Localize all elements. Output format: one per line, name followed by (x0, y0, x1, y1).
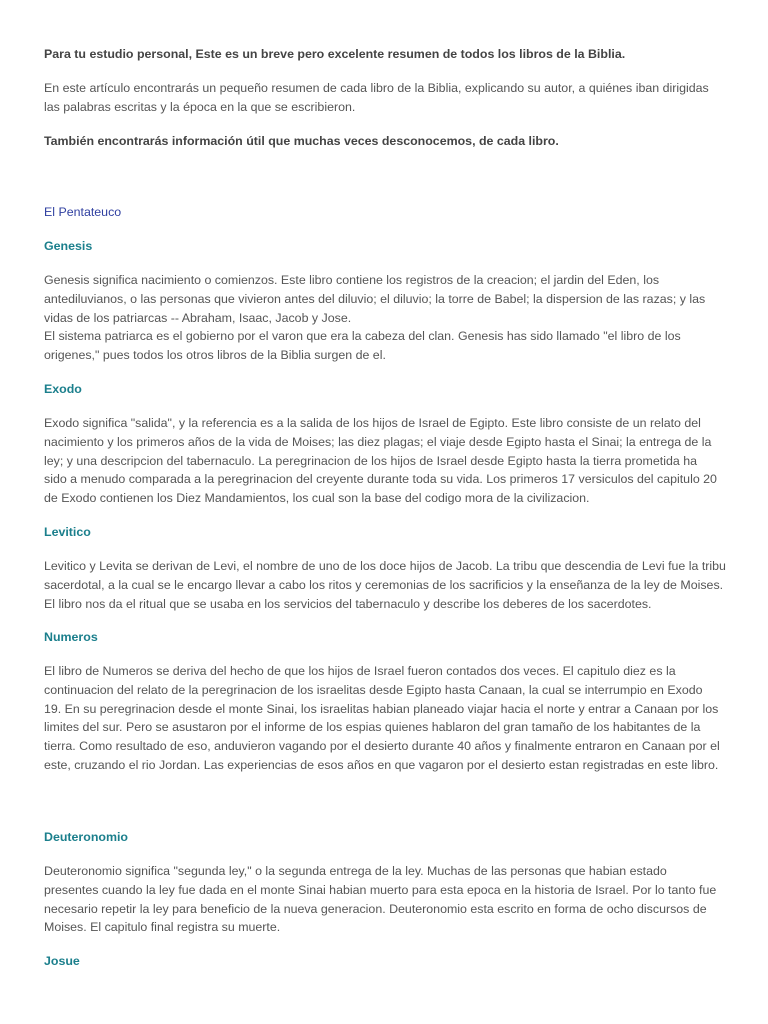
intro-description (44, 79, 728, 117)
text-line: antediluvianos, o las personas que vivieron antes del diluvio; el diluvio; la torre de Babel; la dispersion de las razas; y las (44, 291, 706, 306)
intro-note: También encontrarás información útil que muchas veces desconocemos, de cada libro. (44, 134, 559, 148)
text-line: sido a menudo comparada a la peregrinacion del creyente durante toda su vida. Los primeros 17 versiculos del capitulo 20 (44, 472, 717, 487)
text-line: continuacion del relato de la peregrinacion de los israelitas desde Egipto hasta Canaan, la cual se interrumpio en Exodo (44, 682, 703, 697)
book-body-genesis (44, 271, 728, 365)
text-line: tierra. Como resultado de eso, anduvieron vagando por el desierto durante 40 años y finalmente entraron en Canaan por el (44, 739, 720, 754)
text-line: este, cruzando el rio Jordan. Las experiencias de esos años en que vagaron por el desierto estan registradas en este libro. (44, 757, 719, 772)
text-line: sacerdotal, a la cual se le encargo llevar a cabo los ritos y ceremonias de los sacrificios y la enseñanza de la ley de Moises. (44, 577, 724, 592)
text-line: Exodo significa "salida", y la referencia es a la salida de los hijos de Israel de Egipto. Este libro consiste de un relato del (44, 416, 701, 430)
text-line: vidas de los patriarcas -- Abraham, Isaac, Jacob y Jose. (44, 310, 352, 325)
text-line: 19. En su peregrinacion desde el monte Sinai, los israelitas habian planeado viajar hacia el norte y entrar a Canaan por los (44, 701, 719, 716)
text-line: En este artículo encontrarás un pequeño resumen de cada libro de la Biblia, explicando su autor, a quiénes iban dirigidas (44, 81, 709, 95)
section-title: El Pentateuco (44, 205, 122, 219)
book-body-exodo (44, 414, 728, 508)
book-title-josue: Josue (44, 954, 80, 968)
book-title-numeros: Numeros (44, 630, 98, 644)
book-body-levitico (44, 557, 728, 613)
book-title-genesis: Genesis (44, 239, 93, 253)
text-line: ley; y una descripcion del tabernaculo. La peregrinacion de los hijos de Israel desde Egipto hasta la tierra prometida ha (44, 453, 697, 468)
text-line: las palabras escritas y la época en la que se escribieron. (44, 99, 356, 114)
text-line: origenes," pues todos los otros libros de la Biblia surgen de el. (44, 348, 386, 363)
text-line: Deuteronomio significa "segunda ley," o la segunda entrega de la ley. Muchas de las personas que habian estado (44, 864, 667, 878)
text-line: Moises. El capitulo final registra su muerte. (44, 920, 281, 935)
book-body-deuteronomio (44, 862, 728, 937)
intro-lead: Para tu estudio personal, Este es un breve pero excelente resumen de todos los libros de la Biblia. (44, 47, 626, 61)
book-title-levitico: Levitico (44, 525, 91, 539)
book-title-exodo: Exodo (44, 382, 82, 396)
text-line: necesario repetir la ley para beneficio de la nueva generacion. Deuteronomio esta escrito en forma de ocho discursos de (44, 901, 707, 916)
text-line: El libro de Numeros se deriva del hecho de que los hijos de Israel fueron contados dos veces. El capitulo diez es la (44, 664, 676, 678)
text-line: Levitico y Levita se derivan de Levi, el nombre de uno de los doce hijos de Jacob. La tribu que descendia de Levi fue la tribu (44, 559, 726, 573)
text-line: presentes cuando la ley fue dada en el monte Sinai habian muerto para esta epoca en la historia de Israel. Por lo tanto fue (44, 882, 717, 897)
text-line: de Exodo contienen los Diez Mandamientos, los cual son la base del codigo mora de la civilizacion. (44, 491, 590, 506)
book-body-numeros (44, 662, 728, 775)
book-title-deuteronomio: Deuteronomio (44, 830, 128, 844)
text-line: Genesis significa nacimiento o comienzos. Este libro contiene los registros de la creacion; el jardin del Eden, los (44, 273, 660, 287)
text-line: nacimiento y los primeros años de la vida de Moises; las diez plagas; el viaje desde Egipto hasta el Sinai; la entrega de la (44, 434, 712, 449)
text-line: El sistema patriarca es el gobierno por el varon que era la cabeza del clan. Genesis has sido llamado "el libro de los (44, 329, 681, 344)
text-line: El libro nos da el ritual que se usaba en los servicios del tabernaculo y describe los deberes de los sacerdotes. (44, 596, 652, 611)
text-line: limites del sur. Pero se asustaron por el informe de los espias quienes hablaron del gran tamaño de los habitantes de la (44, 720, 701, 735)
